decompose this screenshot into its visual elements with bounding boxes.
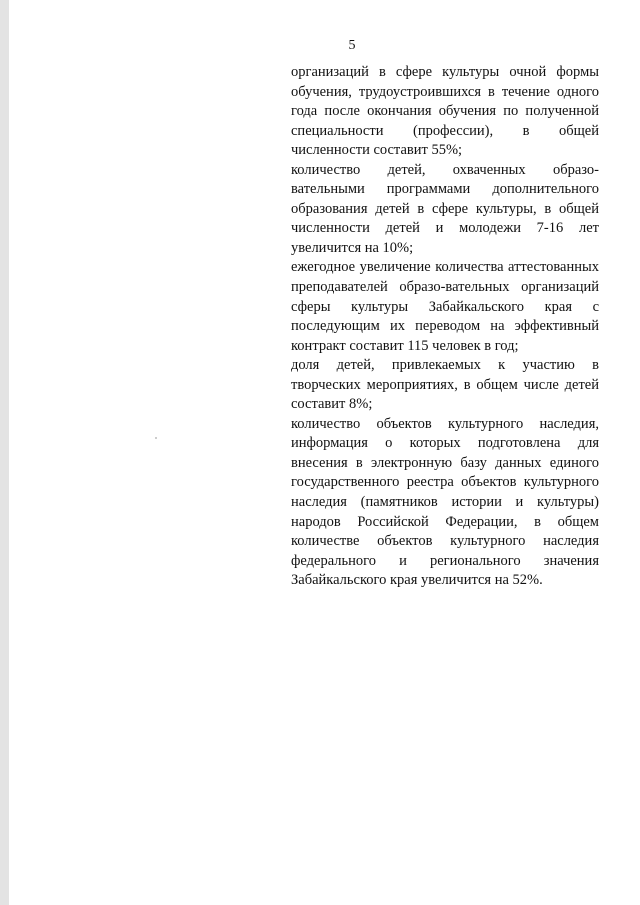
page-number: 5 — [348, 38, 356, 53]
scan-speck — [155, 437, 157, 439]
paragraph-cultural-heritage-objects: количество объектов культурного наследия, информация о которых подготовлена для внесения в электронную базу данных единого государственного реестра объектов культурного наследия (памятников истории и культуры) народов Российской Федерации, в общем количестве объектов культурного наследия федерального и регионального значения Забайкальского края увеличится на 52%. — [291, 415, 599, 589]
paragraph-children-creative-events: доля детей, привлекаемых к участию в творческих мероприятиях, в общем числе детей составит 8%; — [291, 357, 599, 413]
paragraph-graduates-employment: организаций в сфере культуры очной формы обучения, трудоустроившихся в течение одного года после окончания обучения по полученной специальности (профессии), в общей численности составит 55%; — [291, 64, 599, 159]
paragraph-certified-teachers: ежегодное увеличение количества аттестованных преподавателей образо-вательных организаций сферы культуры Забайкальского края с последующим их переводом на эффективный контракт составит 115 человек в год; — [291, 259, 599, 354]
body-text — [291, 63, 599, 591]
scan-edge-shadow — [0, 0, 9, 905]
paragraph-children-additional-education: количество детей, охваченных образо-вательными программами дополнительного образования детей в сфере культуры, в общей численности детей и молодежи 7-16 лет увеличится на 10%; — [291, 161, 599, 256]
